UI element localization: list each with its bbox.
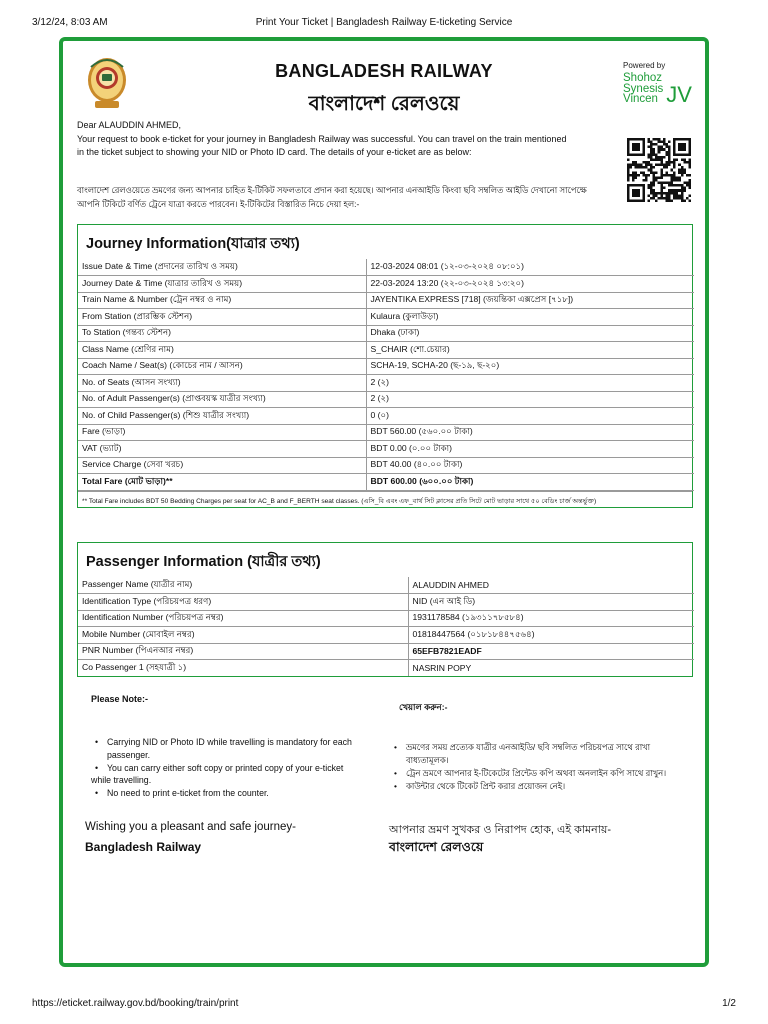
powered-by-label: Powered by — [623, 61, 666, 70]
list-item: • Carrying NID or Photo ID while travelling is mandatory for each passenger. — [91, 736, 383, 762]
intro-bn-line-1: বাংলাদেশ রেলওয়েতে ভ্রমণের জন্য আপনার চাহিত ই-টিকিট সফলতাবে প্রদান করা হয়েছে। আপনার এনআইডি কিংবা ছবি সম্বলিত আইডি দেখানো সাপেক্ষে — [77, 185, 587, 195]
list-item: • ভ্রমণের সময় প্রত্যেক যাত্রীর এনআইডি/ ছবি সম্বলিত পরিচয়পত্র সাথে রাখা বাধ্যতামূলক। — [390, 741, 690, 767]
intro-line-2: in the ticket subject to showing your NID or Photo ID card. The details of your e-ticket are as below: — [77, 147, 472, 158]
pnr-value: 65EFB7821EADF — [408, 643, 694, 660]
row-label: Service Charge (সেবা খরচ) — [78, 457, 366, 474]
row-value: NID (এন আই ডি) — [408, 594, 694, 611]
row-value: BDT 40.00 (৪০.০০ টাকা) — [366, 457, 694, 474]
table-row — [78, 309, 694, 326]
table-row — [78, 358, 694, 375]
row-value: 1931178584 (১৯৩১১৭৮৫৮৪) — [408, 610, 694, 627]
row-label: To Station (গন্তব্য স্টেশন) — [78, 325, 366, 342]
row-value: BDT 560.00 (৫৬০.০০ টাকা) — [366, 424, 694, 441]
print-footer — [32, 998, 736, 1012]
table-row — [78, 408, 694, 425]
table-row — [78, 457, 694, 474]
print-url: https://eticket.railway.gov.bd/booking/train/print — [32, 998, 239, 1009]
print-page-number: 1/2 — [722, 998, 736, 1009]
row-value: ALAUDDIN AHMED — [408, 577, 694, 594]
table-row — [78, 325, 694, 342]
row-value: S_CHAIR (শো.চেয়ার) — [366, 342, 694, 359]
list-item: • No need to print e-ticket from the counter. — [91, 787, 383, 800]
please-note-title-bangla: খেয়াল করুন:- — [399, 702, 448, 712]
list-item: • ট্রেন ভ্রমণে আপনার ই-টিকেটের প্রিন্টেড কপি অথবা অনলাইন কপি সাথে রাখুন। — [390, 767, 690, 780]
row-label: Identification Type (পরিচয়পত্র ধরণ) — [78, 594, 408, 611]
row-label: No. of Child Passenger(s) (শিশু যাত্রীর সংখ্যা) — [78, 408, 366, 425]
row-value: 01818447564 (০১৮১৮৪৪৭৫৬৪) — [408, 627, 694, 644]
row-label: Passenger Name (যাত্রীর নাম) — [78, 577, 408, 594]
table-row — [78, 643, 694, 660]
list-item: • You can carry either soft copy or printed copy of your e-ticket — [91, 762, 383, 775]
print-page-title: Print Your Ticket | Bangladesh Railway E-ticketing Service — [255, 17, 513, 28]
closing-wish: Wishing you a pleasant and safe journey- — [85, 821, 296, 833]
journey-title: Journey Information(যাত্রার তথ্য) — [86, 236, 300, 252]
table-row — [78, 259, 694, 276]
row-label: VAT (ভ্যাট) — [78, 441, 366, 458]
total-fare-row — [78, 474, 694, 491]
row-label: No. of Adult Passenger(s) (প্রাপ্তবয়স্ক যাত্রীর সংখ্যা) — [78, 391, 366, 408]
row-label: Fare (ভাড়া) — [78, 424, 366, 441]
table-row — [78, 391, 694, 408]
notes-list — [91, 736, 383, 800]
row-label: Train Name & Number (ট্রেন নম্বর ও নাম) — [78, 292, 366, 309]
brand-line-2: Synesis — [623, 82, 664, 95]
row-label: Class Name (শ্রেণির নাম) — [78, 342, 366, 359]
table-row — [78, 594, 694, 611]
row-label: Issue Date & Time (প্রদানের তারিখ ও সময়) — [78, 259, 366, 276]
powered-by-block — [623, 61, 692, 105]
row-label: Identification Number (পরিচয়পত্র নম্বর) — [78, 610, 408, 627]
row-label: Mobile Number (মোবাইল নম্বর) — [78, 627, 408, 644]
journey-table — [78, 259, 694, 491]
row-value: 2 (২) — [366, 391, 694, 408]
intro-line-1: Your request to book e-ticket for your journey in Bangladesh Railway was successful. You can travel on the train mentioned — [77, 133, 567, 144]
row-value: Dhaka (ঢাকা) — [366, 325, 694, 342]
print-header — [32, 17, 736, 31]
table-row — [78, 375, 694, 392]
passenger-table — [78, 577, 694, 676]
row-value: JAYENTIKA EXPRESS [718] (জয়ন্তিকা এক্সপ্রেস [৭১৮]) — [366, 292, 694, 309]
closing-signature-bangla: বাংলাদেশ রেলওয়ে — [389, 840, 484, 854]
row-value: SCHA-19, SCHA-20 (ছ-১৯, ছ-২০) — [366, 358, 694, 375]
page-title-bangla: বাংলাদেশ রেলওয়ে — [308, 93, 460, 115]
row-label: No. of Seats (আসন সংখ্যা) — [78, 375, 366, 392]
closing-wish-bangla: আপনার ভ্রমণ সুখকর ও নিরাপদ হোক, এই কামনায়- — [389, 824, 612, 836]
page-title: BANGLADESH RAILWAY — [275, 61, 493, 81]
table-row — [78, 660, 694, 677]
notes-list-bangla — [390, 741, 690, 793]
total-fare-value: BDT 600.00 (৬০০.০০ টাকা) — [366, 474, 694, 491]
table-row — [78, 276, 694, 293]
brand-mark: JV — [666, 81, 692, 107]
brand-line-1: Shohoz — [623, 72, 663, 84]
row-value: Kulaura (কুলাউড়া) — [366, 309, 694, 326]
passenger-title: Passenger Information (যাত্রীর তথ্য) — [86, 554, 321, 570]
intro-bn-line-2: আপনি টিকিটে বর্ণিত ট্রেনে যাত্রা করতে পারবেন। ই-টিকিটের বিস্তারিত নিচে দেয়া হল:- — [77, 198, 360, 209]
intro-text-bangla — [77, 184, 677, 211]
row-label: Journey Date & Time (যাত্রার তারিখ ও সময়) — [78, 276, 366, 293]
print-datetime: 3/12/24, 8:03 AM — [32, 17, 108, 28]
row-label: Co Passenger 1 (সহযাত্রী ১) — [78, 660, 408, 677]
row-value: NASRIN POPY — [408, 660, 694, 677]
row-label: Coach Name / Seat(s) (কোচের নাম / আসন) — [78, 358, 366, 375]
greeting: Dear ALAUDDIN AHMED, — [77, 120, 182, 130]
total-fare-label: Total Fare (মোট ভাড়া)** — [78, 474, 366, 491]
row-value: 2 (২) — [366, 375, 694, 392]
table-row — [78, 627, 694, 644]
intro-text — [77, 119, 612, 160]
table-row — [78, 342, 694, 359]
row-label: From Station (প্রারম্ভিক স্টেশন) — [78, 309, 366, 326]
brand-logo — [623, 73, 692, 105]
e-ticket — [59, 37, 709, 967]
journey-information — [77, 224, 693, 508]
brand-line-3: Vincen — [623, 93, 658, 105]
closing-signature: Bangladesh Railway — [85, 840, 202, 854]
list-item: while travelling. — [91, 775, 152, 786]
passenger-information — [77, 542, 693, 677]
row-label: PNR Number (পিএনআর নম্বর) — [78, 643, 408, 660]
list-item: • কাউন্টার থেকে টিকেট প্রিন্ট করার প্রয়োজন নেই। — [390, 780, 690, 793]
row-value: BDT 0.00 (০.০০ টাকা) — [366, 441, 694, 458]
table-row — [78, 441, 694, 458]
please-note-title: Please Note:- — [91, 694, 149, 704]
table-row — [78, 424, 694, 441]
table-row — [78, 292, 694, 309]
row-value: 0 (০) — [366, 408, 694, 425]
fare-footnote: ** Total Fare includes BDT 50 Bedding Charges per seat for AC_B and F_BERTH seat classes. (এসি_বি এবং এফ_বার্থ সিট ক্লাসের প্রতি সিটে মোট ভাড়ার সাথে ৫০ বেডিং চার্জ অন্তর্ভুক্ত) — [78, 491, 692, 507]
table-row — [78, 577, 694, 594]
row-value: 12-03-2024 08:01 (১২-০৩-২০২৪ ০৮:০১) — [366, 259, 694, 276]
row-value: 22-03-2024 13:20 (২২-০৩-২০২৪ ১৩:২০) — [366, 276, 694, 293]
table-row — [78, 610, 694, 627]
